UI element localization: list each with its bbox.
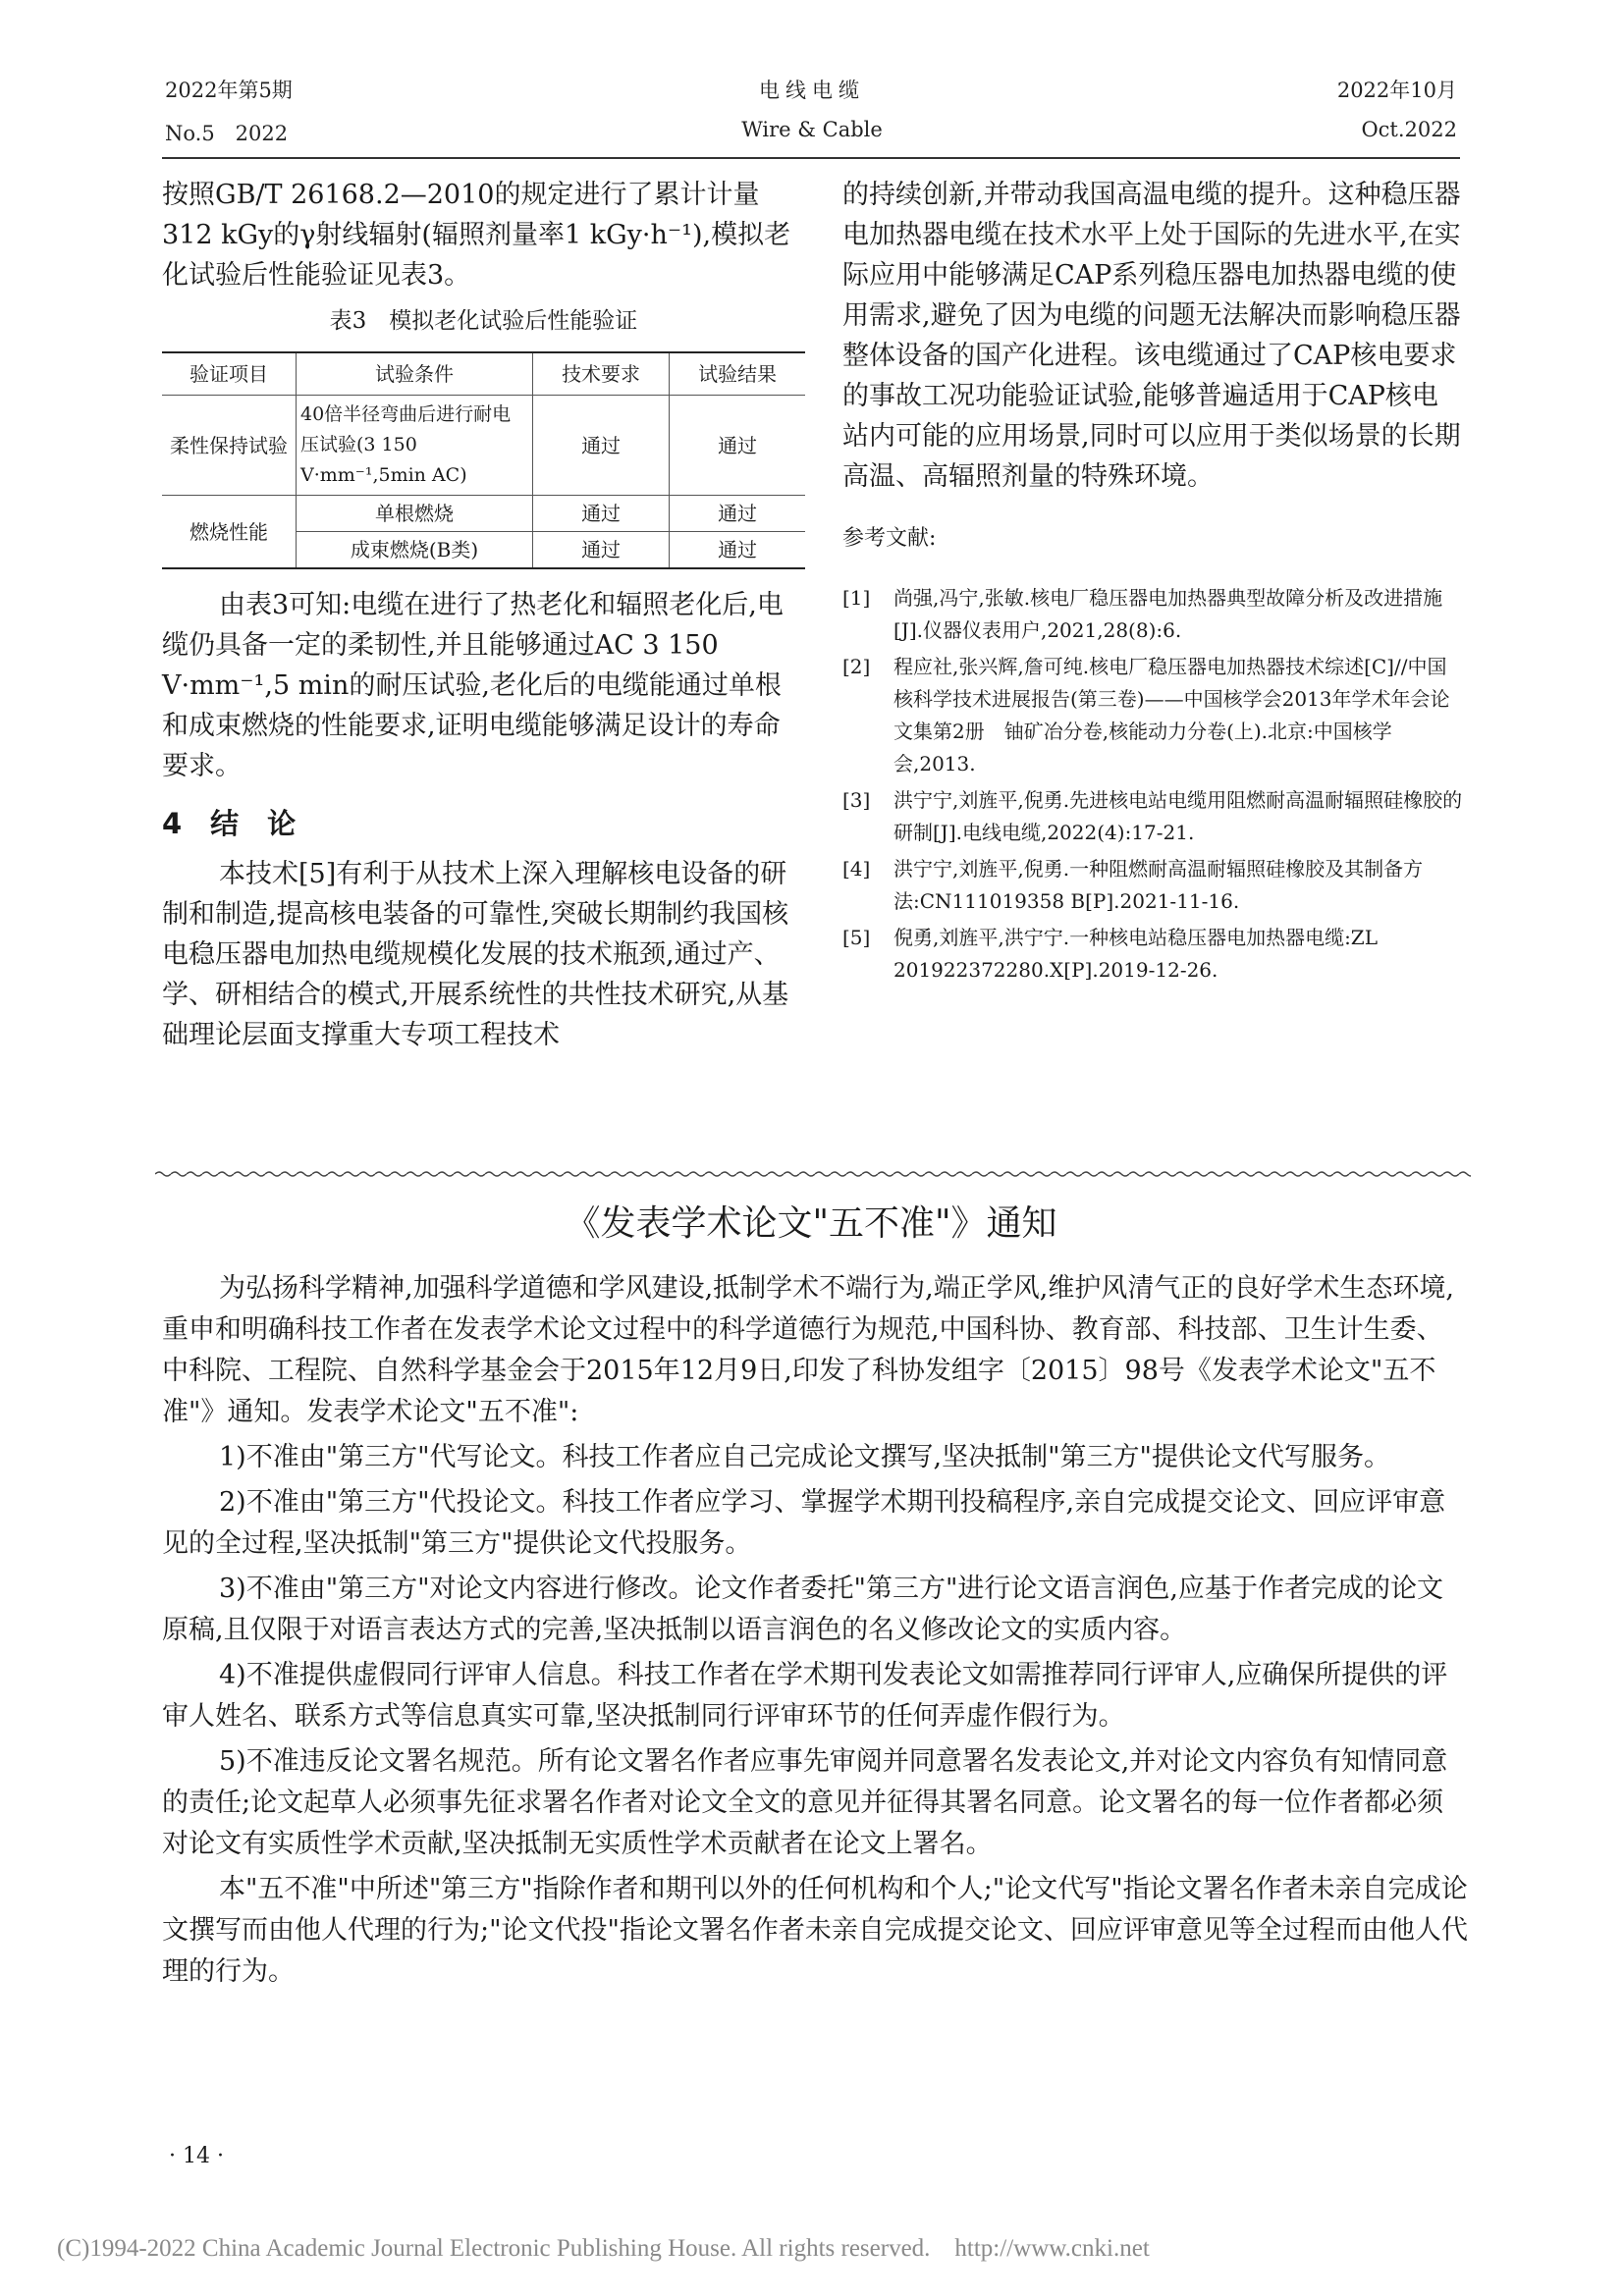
reference-item	[842, 651, 1463, 780]
table-header-row	[162, 352, 805, 396]
reference-number: [5]	[842, 926, 871, 949]
reference-text: 倪勇,刘旌平,洪宁宁.一种核电站稳压器电加热器电缆:ZL 201922372280.X[P].2019-12-26.	[893, 926, 1378, 982]
journal-title: 电线电缆	[759, 79, 865, 102]
reference-item	[842, 582, 1463, 647]
intro-paragraph: 按照GB/T 26168.2—2010的规定进行了累计计量312 kGy的γ射线辐射(辐照剂量率1 kGy·h⁻¹),模拟老化试验后性能验证见表3。	[162, 180, 791, 291]
journal-title-en: Wire & Cable	[741, 118, 883, 141]
reference-item	[842, 922, 1463, 987]
table-cell: 通过	[670, 532, 805, 569]
table-cell: 燃烧性能	[162, 496, 297, 569]
table-header-cell: 验证项目	[162, 352, 297, 396]
table-cell: 柔性保持试验	[162, 396, 297, 496]
references-heading: 参考文献:	[842, 526, 937, 551]
copyright-line: (C)1994-2022 China Academic Journal Electronic Publishing House. All rights reserved. http://www.cnki.net	[57, 2235, 1150, 2262]
table-header-cell: 试验结果	[670, 352, 805, 396]
notice-paragraph: 3)不准由"第三方"对论文内容进行修改。论文作者委托"第三方"进行论文语言润色,应基于作者完成的论文原稿,且仅限于对语言表达方式的完善,坚决抵制以语言润色的名义修改论文的实质内容。	[162, 1574, 1443, 1645]
header-date-en: Oct.2022	[1361, 118, 1457, 141]
left-column	[162, 175, 805, 1055]
reference-text: 洪宁宁,刘旌平,倪勇.先进核电站电缆用阻燃耐高温耐辐照硅橡胶的研制[J].电线电缆,2022(4):17-21.	[893, 788, 1463, 844]
results-table	[162, 351, 805, 569]
reference-text: 程应社,张兴辉,詹可纯.核电厂稳压器电加热器技术综述[C]//中国核科学技术进展报告(第三卷)——中国核学会2013年学术年会论文集第2册 铀矿冶分卷,核能动力分卷(上).北京:中国核学会,2013.	[893, 655, 1450, 775]
notice-paragraph: 1)不准由"第三方"代写论文。科技工作者应自己完成论文撰写,坚决抵制"第三方"提供论文代写服务。	[219, 1442, 1390, 1472]
table-row	[162, 496, 805, 532]
conclusion-paragraph: 本技术[5]有利于从技术上深入理解核电设备的研制和制造,提高核电装备的可靠性,突破长期制约我国核电稳压器电加热电缆规模化发展的技术瓶颈,通过产、学、研相结合的模式,开展系统性的共性技术研究,从基础理论层面支撑重大专项工程技术	[162, 859, 789, 1050]
table-caption: 表3 模拟老化试验后性能验证	[329, 308, 638, 334]
notice-paragraph: 为弘扬科学精神,加强科学道德和学风建设,抵制学术不端行为,端正学风,维护风清气正的良好学术生态环境,重申和明确科技工作者在发表学术论文过程中的科学道德行为规范,中国科协、教育部、科技部、卫生计生委、中科院、工程院、自然科学基金会于2015年12月9日,印发了科协发组字〔2015〕98号《发表学术论文"五不准"》通知。发表学术论文"五不准":	[162, 1273, 1454, 1427]
notice-paragraph: 5)不准违反论文署名规范。所有论文署名作者应事先审阅并同意署名发表论文,并对论文内容负有知情同意的责任;论文起草人必须事先征求署名作者对论文全文的意见并征得其署名同意。论文署名的每一位作者都必须对论文有实质性学术贡献,坚决抵制无实质性学术贡献者在论文上署名。	[162, 1746, 1448, 1859]
wavy-divider	[155, 1170, 1471, 1178]
section-heading: 4 结 论	[162, 807, 297, 840]
reference-item	[842, 784, 1463, 849]
reference-text: 尚强,冯宁,张敏.核电厂稳压器电加热器典型故障分析及改进措施[J].仪器仪表用户,2021,28(8):6.	[893, 586, 1443, 642]
notice-paragraph: 本"五不准"中所述"第三方"指除作者和期刊以外的任何机构和个人;"论文代写"指论文署名作者未亲自完成论文撰写而由他人代理的行为;"论文代投"指论文署名作者未亲自完成提交论文、回应评审意见等全过程而由他人代理的行为。	[162, 1874, 1468, 1987]
reference-number: [1]	[842, 586, 871, 610]
reference-number: [3]	[842, 788, 871, 812]
notice-paragraph: 2)不准由"第三方"代投论文。科技工作者应学习、掌握学术期刊投稿程序,亲自完成提交论文、回应评审意见的全过程,坚决抵制"第三方"提供论文代投服务。	[162, 1487, 1446, 1559]
header-date: 2022年10月	[1336, 79, 1457, 102]
notice-paragraph: 4)不准提供虚假同行评审人信息。科技工作者在学术期刊发表论文如需推荐同行评审人,应确保所提供的评审人姓名、联系方式等信息真实可靠,坚决抵制同行评审环节的任何弄虚作假行为。	[162, 1660, 1448, 1732]
reference-number: [4]	[842, 857, 871, 881]
page-number: · 14 ·	[169, 2144, 224, 2168]
table-cell: 通过	[670, 396, 805, 496]
reference-item	[842, 853, 1463, 918]
table-cell: 单根燃烧	[297, 496, 533, 532]
header-issue: 2022年第5期	[165, 79, 293, 102]
table-cell: 通过	[533, 532, 670, 569]
table-row	[162, 396, 805, 496]
table-header-cell: 技术要求	[533, 352, 670, 396]
table-cell: 通过	[533, 496, 670, 532]
table-header-cell: 试验条件	[297, 352, 533, 396]
table-cell: 成束燃烧(B类)	[297, 532, 533, 569]
right-column	[842, 175, 1463, 990]
reference-number: [2]	[842, 655, 871, 678]
notice-title: 《发表学术论文"五不准"》通知	[565, 1203, 1057, 1244]
table-cell: 40倍半径弯曲后进行耐电压试验(3 150 V·mm⁻¹,5min AC)	[297, 396, 533, 496]
continuation-paragraph: 的持续创新,并带动我国高温电缆的提升。这种稳压器电加热器电缆在技术水平上处于国际的先进水平,在实际应用中能够满足CAP系列稳压器电加热器电缆的使用需求,避免了因为电缆的问题无法解决而影响稳压器整体设备的国产化进程。该电缆通过了CAP核电要求的事故工况功能验证试验,能够普遍适用于CAP核电站内可能的应用场景,同时可以应用于类似场景的长期高温、高辐照剂量的特殊环境。	[842, 180, 1461, 492]
header-issue-en: No.5 2022	[165, 122, 289, 145]
notice-body	[162, 1268, 1468, 1997]
header-rule	[162, 157, 1460, 159]
reference-text: 洪宁宁,刘旌平,倪勇.一种阻燃耐高温耐辐照硅橡胶及其制备方法:CN111019358 B[P].2021-11-16.	[893, 857, 1424, 913]
table-cell: 通过	[533, 396, 670, 496]
analysis-paragraph: 由表3可知:电缆在进行了热老化和辐照老化后,电缆仍具备一定的柔韧性,并且能够通过AC 3 150 V·mm⁻¹,5 min的耐压试验,老化后的电缆能通过单根和成束燃烧的性能要求,证明电缆能够满足设计的寿命要求。	[162, 590, 784, 781]
table-cell: 通过	[670, 496, 805, 532]
